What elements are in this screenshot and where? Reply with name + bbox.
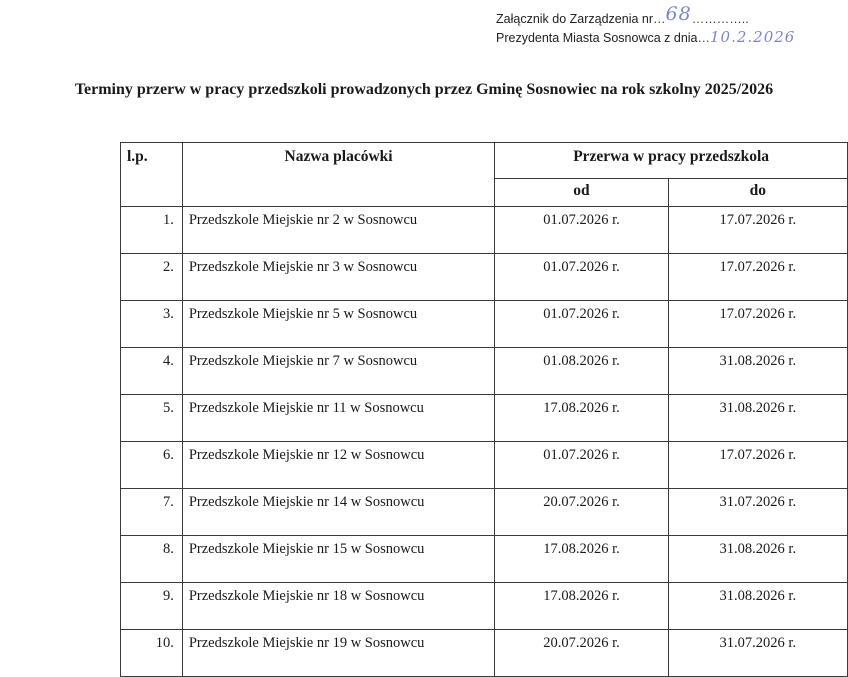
break-from-date: 01.07.2026 r.: [495, 254, 668, 301]
decree-label: Załącznik do Zarządzenia nr: [496, 12, 654, 26]
table-row: [121, 348, 848, 395]
break-to-date: 31.07.2026 r.: [668, 630, 847, 677]
break-from-date: 01.07.2026 r.: [495, 442, 668, 489]
break-to-date: 31.08.2026 r.: [668, 583, 847, 630]
table-row: [121, 442, 848, 489]
break-from-date: 17.08.2026 r.: [495, 395, 668, 442]
row-number: 3.: [121, 301, 183, 348]
break-from-date: 01.07.2026 r.: [495, 301, 668, 348]
table-row: [121, 489, 848, 536]
document-title: Terminy przerw w pracy przedszkoli prowadzonych przez Gminę Sosnowiec na rok szkolny 2025/2026: [74, 81, 774, 98]
break-from-date: 01.07.2026 r.: [495, 207, 668, 254]
date-label: Prezydenta Miasta Sosnowca z dnia: [496, 31, 698, 45]
attachment-line-decree: Załącznik do Zarządzenia nr…68…………..: [496, 3, 749, 26]
handwritten-date: 10.2.2026: [710, 28, 796, 46]
break-to-date: 31.07.2026 r.: [668, 489, 847, 536]
facility-name: Przedszkole Miejskie nr 14 w Sosnowcu: [182, 489, 494, 536]
table-row: [121, 583, 848, 630]
row-number: 5.: [121, 395, 183, 442]
facility-name: Przedszkole Miejskie nr 7 w Sosnowcu: [182, 348, 494, 395]
break-to-date: 17.07.2026 r.: [668, 442, 847, 489]
table-row: [121, 630, 848, 677]
table-row: [121, 254, 848, 301]
facility-name: Przedszkole Miejskie nr 15 w Sosnowcu: [182, 536, 494, 583]
facility-name: Przedszkole Miejskie nr 3 w Sosnowcu: [182, 254, 494, 301]
row-number: 1.: [121, 207, 183, 254]
break-to-date: 31.08.2026 r.: [668, 395, 847, 442]
facility-name: Przedszkole Miejskie nr 12 w Sosnowcu: [182, 442, 494, 489]
table-row: [121, 536, 848, 583]
table-row: [121, 301, 848, 348]
break-from-date: 17.08.2026 r.: [495, 536, 668, 583]
schedule-table: [120, 142, 848, 677]
row-number: 8.: [121, 536, 183, 583]
break-from-date: 20.07.2026 r.: [495, 630, 668, 677]
break-to-date: 17.07.2026 r.: [668, 207, 847, 254]
break-to-date: 31.08.2026 r.: [668, 536, 847, 583]
break-to-date: 17.07.2026 r.: [668, 301, 847, 348]
handwritten-decree-number: 68: [665, 3, 692, 25]
facility-name: Przedszkole Miejskie nr 18 w Sosnowcu: [182, 583, 494, 630]
break-from-date: 20.07.2026 r.: [495, 489, 668, 536]
break-to-date: 31.08.2026 r.: [668, 348, 847, 395]
row-number: 2.: [121, 254, 183, 301]
schedule-table-container: [120, 142, 848, 677]
facility-name: Przedszkole Miejskie nr 19 w Sosnowcu: [182, 630, 494, 677]
facility-name: Przedszkole Miejskie nr 2 w Sosnowcu: [182, 207, 494, 254]
row-number: 7.: [121, 489, 183, 536]
attachment-header: [496, 3, 796, 47]
attachment-line-date: Prezydenta Miasta Sosnowca z dnia…10.2.2026: [496, 28, 796, 46]
header-name: Nazwa placówki: [182, 143, 494, 207]
row-number: 6.: [121, 442, 183, 489]
facility-name: Przedszkole Miejskie nr 5 w Sosnowcu: [182, 301, 494, 348]
table-row: [121, 207, 848, 254]
header-lp: l.p.: [121, 143, 183, 207]
break-from-date: 01.08.2026 r.: [495, 348, 668, 395]
header-break: Przerwa w pracy przedszkola: [495, 143, 848, 179]
facility-name: Przedszkole Miejskie nr 11 w Sosnowcu: [182, 395, 494, 442]
row-number: 4.: [121, 348, 183, 395]
break-from-date: 17.08.2026 r.: [495, 583, 668, 630]
row-number: 10.: [121, 630, 183, 677]
table-row: [121, 395, 848, 442]
table-body: [121, 207, 848, 677]
row-number: 9.: [121, 583, 183, 630]
header-from: od: [495, 179, 668, 207]
break-to-date: 17.07.2026 r.: [668, 254, 847, 301]
header-to: do: [668, 179, 847, 207]
